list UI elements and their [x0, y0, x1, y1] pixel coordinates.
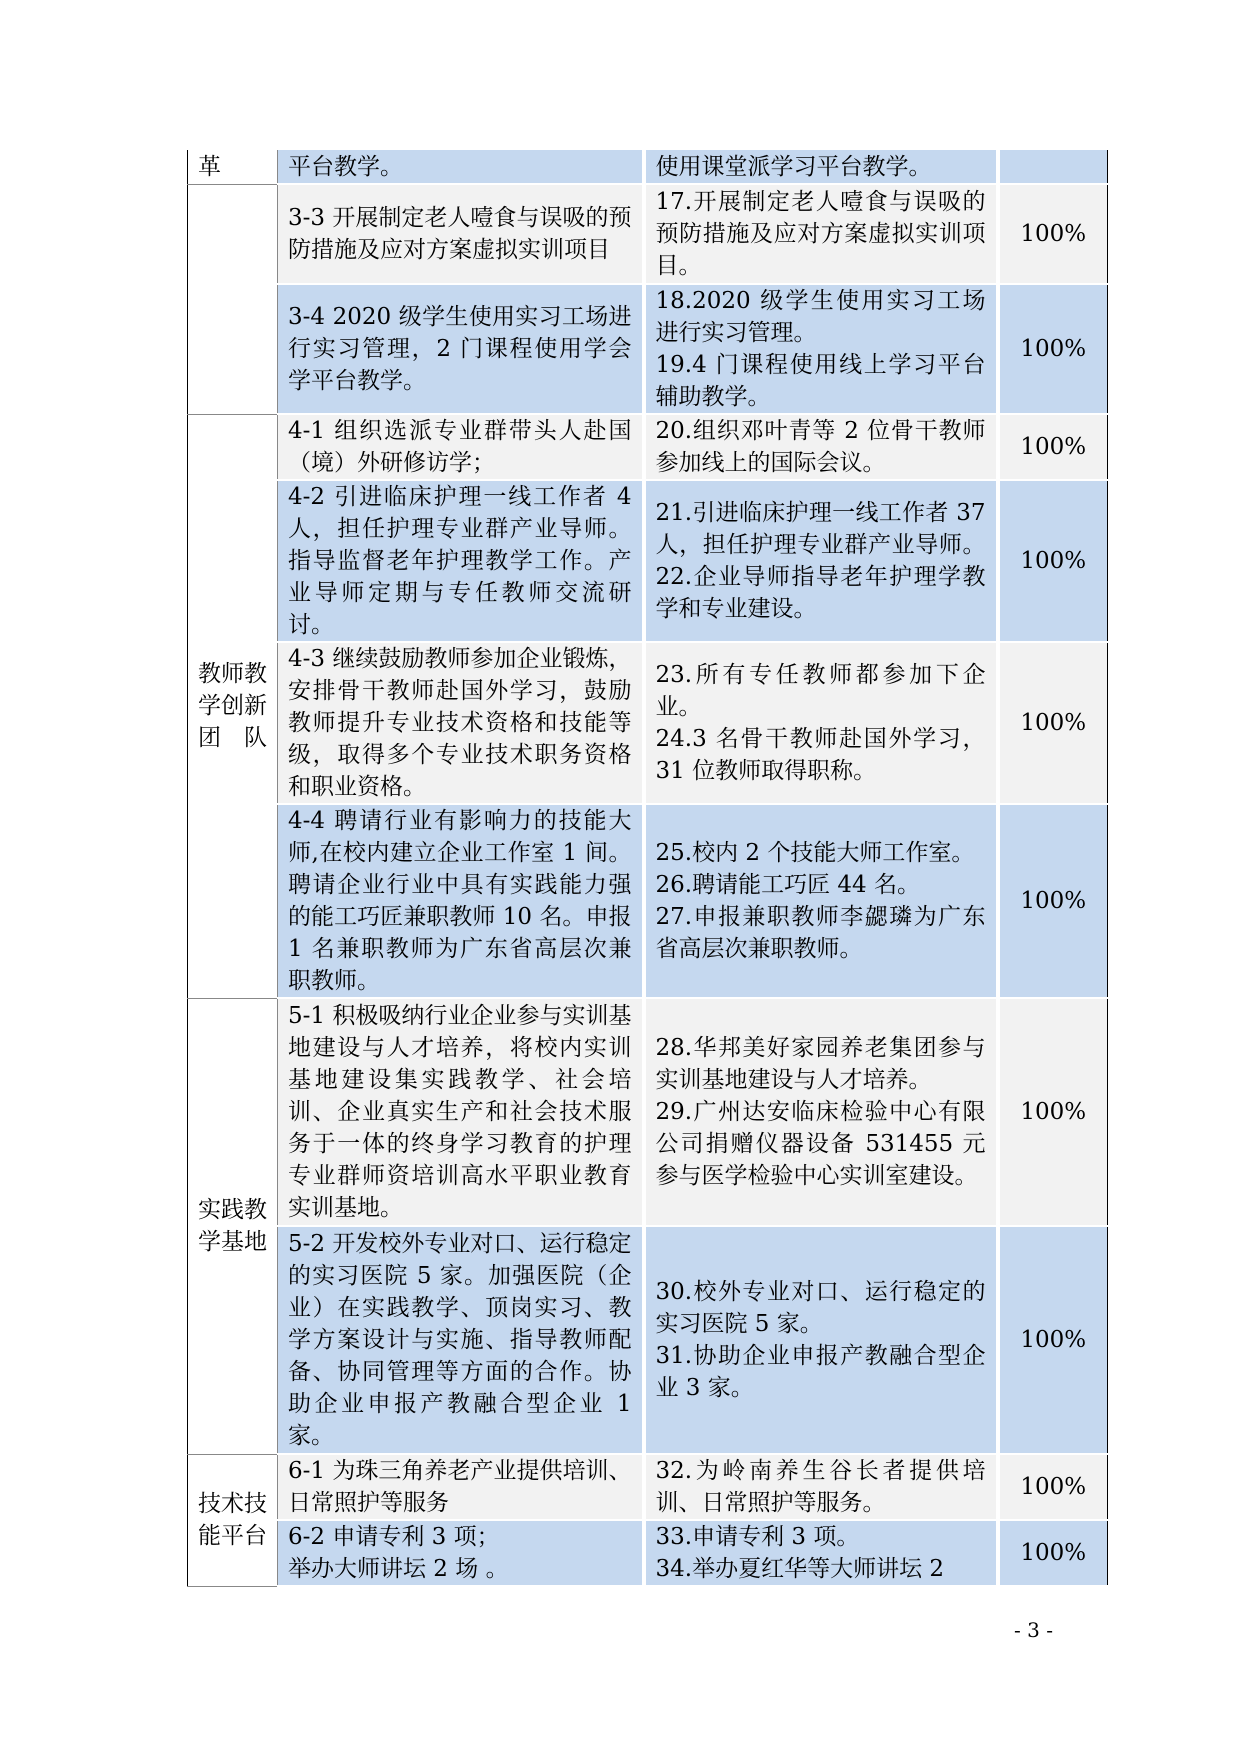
- table-row: [188, 1454, 1108, 1520]
- result-line: 31.协助企业申报产教融合型企业 3 家。: [655, 1343, 986, 1401]
- table-row: [188, 284, 1108, 414]
- category-cell: [188, 184, 278, 414]
- completion-rate: 100%: [998, 184, 1108, 284]
- task-line: 举办大师讲坛 2 场 。: [288, 1556, 509, 1582]
- result-cell: [644, 1226, 998, 1454]
- result-cell: [644, 998, 998, 1226]
- result-cell: [644, 642, 998, 804]
- result-line: 25.校内 2 个技能大师工作室。: [655, 840, 975, 866]
- completion-rate: [998, 150, 1108, 184]
- category-label: 革: [198, 153, 221, 180]
- completion-rate: 100%: [998, 284, 1108, 414]
- table-row: [188, 998, 1108, 1226]
- table-row: [188, 150, 1108, 184]
- result-cell: 32.为岭南养生谷长者提供培训、日常照护等服务。: [644, 1454, 998, 1520]
- category-cell: [188, 998, 278, 1454]
- result-cell: [644, 804, 998, 998]
- task-cell: 3-4 2020 级学生使用实习工场进行实习管理，2 门课程使用学会学平台教学。: [278, 284, 644, 414]
- task-cell: 3-3 开展制定老人噎食与误吸的预防措施及应对方案虚拟实训项目: [278, 184, 644, 284]
- task-cell: 平台教学。: [278, 150, 644, 184]
- result-line: 24.3 名骨干教师赴国外学习，31 位教师取得职称。: [655, 726, 986, 784]
- category-cell: [188, 150, 278, 184]
- result-line: 19.4 门课程使用线上学习平台辅助教学。: [655, 352, 986, 410]
- result-line: 34.举办夏红华等大师讲坛 2: [655, 1556, 945, 1582]
- table-row: [188, 1226, 1108, 1454]
- result-line: 23.所有专任教师都参加下企业。: [655, 662, 986, 720]
- achievement-table: [187, 150, 1108, 1587]
- task-cell: 4-3 继续鼓励教师参加企业锻炼，安排骨干教师赴国外学习，鼓励教师提升专业技术资格和技能等级，取得多个专业技术职务资格和职业资格。: [278, 642, 644, 804]
- result-line: 30.校外专业对口、运行稳定的实习医院 5 家。: [655, 1279, 986, 1337]
- completion-rate: 100%: [998, 804, 1108, 998]
- result-line: 33.申请专利 3 项。: [655, 1524, 860, 1550]
- task-cell: 4-4 聘请行业有影响力的技能大师,在校内建立企业工作室 1 间。聘请企业行业中具有实践能力强的能工巧匠兼职教师 10 名。申报 1 名兼职教师为广东省高层次兼职教师。: [278, 804, 644, 998]
- table-row: [188, 804, 1108, 998]
- table-row: [188, 480, 1108, 642]
- completion-rate: 100%: [998, 998, 1108, 1226]
- table-row: [188, 642, 1108, 804]
- completion-rate: 100%: [998, 1226, 1108, 1454]
- task-cell: 4-1 组织选派专业群带头人赴国（境）外研修访学；: [278, 414, 644, 480]
- table-row: [188, 1520, 1108, 1586]
- category-label: 实践教学基地: [198, 1197, 267, 1255]
- result-cell: [644, 1520, 998, 1586]
- task-cell: [278, 1520, 644, 1586]
- task-cell: 5-2 开发校外专业对口、运行稳定的实习医院 5 家。加强医院（企业）在实践教学、顶岗实习、教学方案设计与实施、指导教师配备、协同管理等方面的合作。协助企业申报产教融合型企业 1 家。: [278, 1226, 644, 1454]
- completion-rate: 100%: [998, 1454, 1108, 1520]
- task-cell: 5-1 积极吸纳行业企业参与实训基地建设与人才培养，将校内实训基地建设集实践教学、社会培训、企业真实生产和社会技术服务于一体的终身学习教育的护理专业群师资培训高水平职业教育实训基地。: [278, 998, 644, 1226]
- task-cell: 4-2 引进临床护理一线工作者 4 人，担任护理专业群产业导师。指导监督老年护理教学工作。产业导师定期与专任教师交流研讨。: [278, 480, 644, 642]
- result-cell: 使用课堂派学习平台教学。: [644, 150, 998, 184]
- result-line: 28.华邦美好家园养老集团参与实训基地建设与人才培养。: [655, 1035, 986, 1093]
- table-row: [188, 414, 1108, 480]
- table-row: [188, 184, 1108, 284]
- result-cell: 20.组织邓叶青等 2 位骨干教师参加线上的国际会议。: [644, 414, 998, 480]
- result-line: 26.聘请能工巧匠 44 名。: [655, 872, 920, 898]
- category-label: 技术技能平台: [198, 1491, 267, 1549]
- completion-rate: 100%: [998, 480, 1108, 642]
- completion-rate: 100%: [998, 642, 1108, 804]
- completion-rate: 100%: [998, 1520, 1108, 1586]
- task-line: 6-2 申请专利 3 项；: [288, 1524, 500, 1550]
- result-cell: [644, 284, 998, 414]
- result-line: 18.2020 级学生使用实习工场进行实习管理。: [655, 288, 986, 346]
- category-cell: [188, 414, 278, 998]
- result-line: 29.广州达安临床检验中心有限公司捐赠仪器设备 531455 元参与医学检验中心实训室建设。: [655, 1099, 986, 1189]
- result-cell: 17.开展制定老人噎食与误吸的预防措施及应对方案虚拟实训项目。: [644, 184, 998, 284]
- result-line: 27.申报兼职教师李勰璘为广东省高层次兼职教师。: [655, 904, 986, 962]
- task-cell: 6-1 为珠三角养老产业提供培训、日常照护等服务: [278, 1454, 644, 1520]
- category-cell: [188, 1454, 278, 1586]
- result-cell: 21.引进临床护理一线工作者 37 人，担任护理专业群产业导师。22.企业导师指导老年护理学教学和专业建设。: [644, 480, 998, 642]
- completion-rate: 100%: [998, 414, 1108, 480]
- page-number: - 3 -: [1014, 1618, 1053, 1642]
- category-label: 教师教学创新团队: [198, 661, 267, 751]
